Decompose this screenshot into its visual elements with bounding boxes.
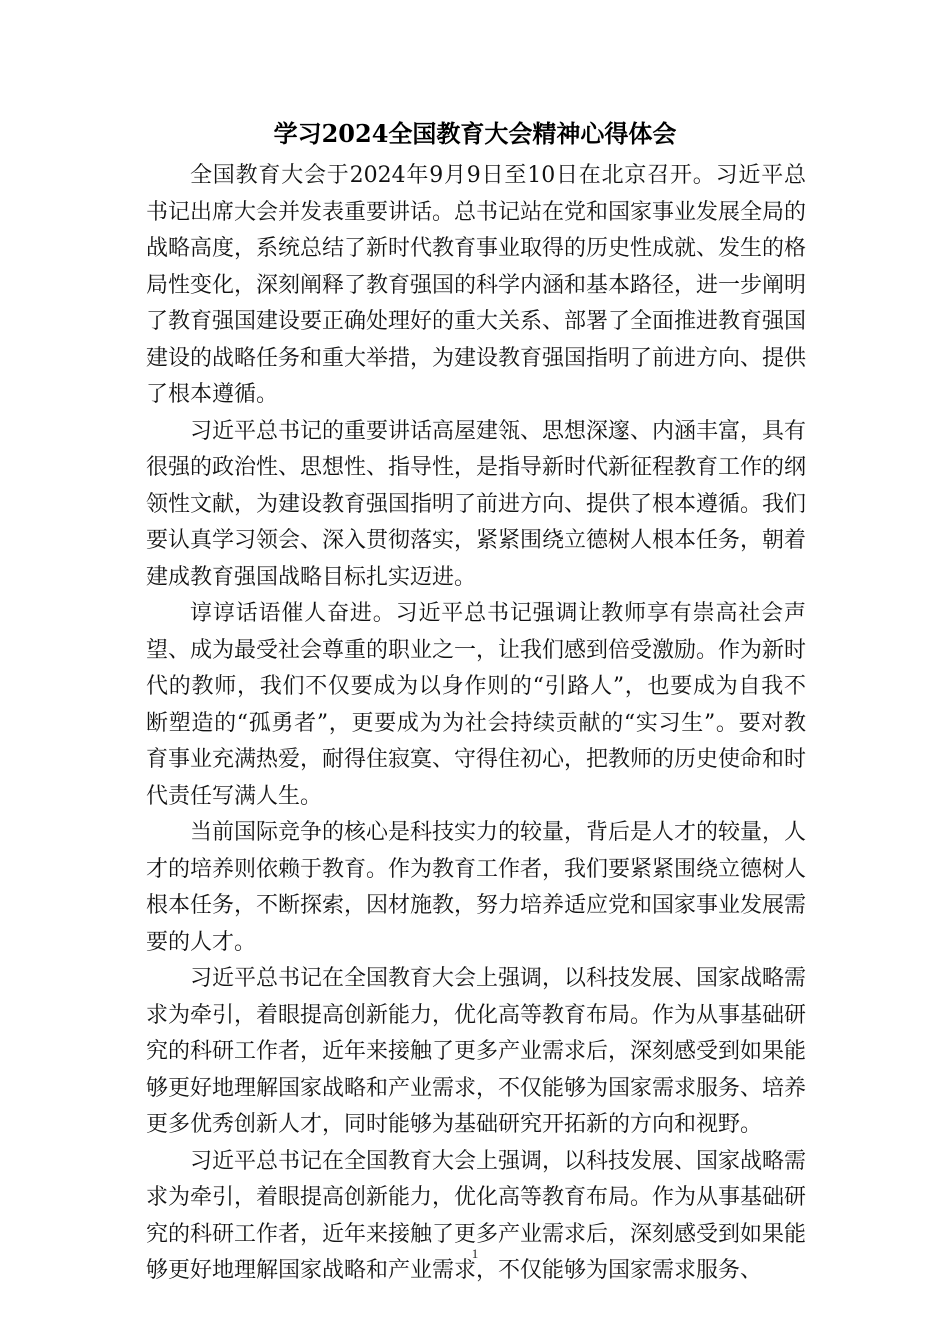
paragraph: 全国教育大会于2024年9月9日至10日在北京召开。习近平总书记出席大会并发表重要讲话。总书记站在党和国家事业发展全局的战略高度，系统总结了新时代教育事业取得的历史性成就、发生的格局性变化，深刻阐释了教育强国的科学内涵和基本路径，进一步阐明了教育强国建设要正确处理好的重大关系、部署了全面推进教育强国建设的战略任务和重大举措，为建设教育强国指明了前进方向、提供了根本遵循。 [146,163,807,407]
paragraph: 习近平总书记的重要讲话高屋建瓴、思想深邃、内涵丰富，具有很强的政治性、思想性、指导性，是指导新时代新征程教育工作的纲领性文献，为建设教育强国指明了前进方向、提供了根本遵循。我们要认真学习领会、深入贯彻落实，紧紧围绕立德树人根本任务，朝着建成教育强国战略目标扎实迈进。 [146,418,807,590]
paragraph: 习近平总书记在全国教育大会上强调，以科技发展、国家战略需求为牵引，着眼提高创新能力，优化高等教育布局。作为从事基础研究的科研工作者，近年来接触了更多产业需求后，深刻感受到如果能够更好地理解国家战略和产业需求，不仅能够为国家需求服务、培养更多优秀创新人才，同时能够为基础研究开拓新的方向和视野。 [146,966,807,1137]
paragraph: 谆谆话语催人奋进。习近平总书记强调让教师享有崇高社会声望、成为最受社会尊重的职业之一，让我们感到倍受激励。作为新时代的教师，我们不仅要成为以身作则的“引路人”，也要成为自我不断塑造的“孤勇者”，更要成为为社会持续贡献的“实习生”。要对教育事业充满热爱，耐得住寂寞、守得住初心，把教师的历史使命和时代责任写满人生。 [146,601,807,809]
document-body [146,158,807,1283]
paragraph: 习近平总书记在全国教育大会上强调，以科技发展、国家战略需求为牵引，着眼提高创新能力，优化高等教育布局。作为从事基础研究的科研工作者，近年来接触了更多产业需求后，深刻感受到如果能够更好地理解国家战略和产业需求，不仅能够为国家需求服务、 [146,1148,807,1283]
paragraph: 当前国际竞争的核心是科技实力的较量，背后是人才的较量，人才的培养则依赖于教育。作为教育工作者，我们要紧紧围绕立德树人根本任务，不断探索，因材施教，努力培养适应党和国家事业发展需要的人才。 [146,820,807,955]
document-title: 学习2024全国教育大会精神心得体会 [273,119,677,148]
page-number: 1 [471,1246,479,1261]
